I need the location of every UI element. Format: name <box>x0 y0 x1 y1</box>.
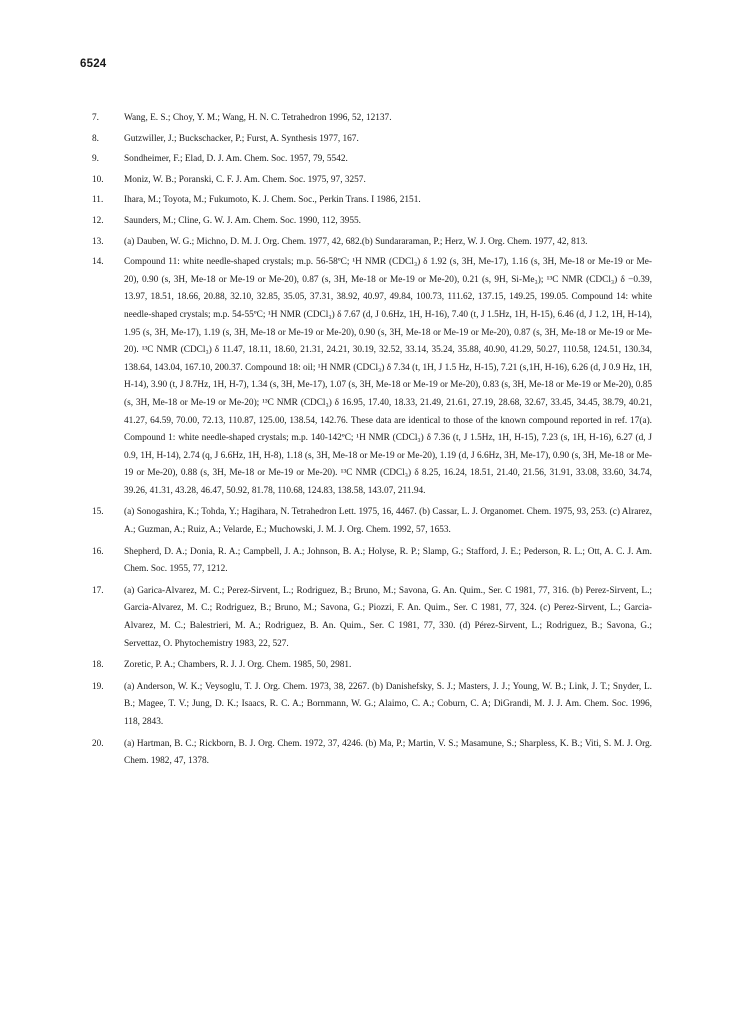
reference-text: Ihara, M.; Toyota, M.; Fukumoto, K. J. Chem. Soc., Perkin Trans. I 1986, 2151. <box>124 195 421 206</box>
reference-item <box>92 131 652 149</box>
reference-text: Zoretic, P. A.; Chambers, R. J. J. Org. Chem. 1985, 50, 2981. <box>124 660 352 671</box>
reference-item <box>92 213 652 231</box>
reference-list <box>92 110 652 771</box>
reference-number: 19. <box>92 681 104 692</box>
reference-number: 11. <box>92 195 104 206</box>
reference-number: 13. <box>92 236 104 247</box>
reference-item <box>92 151 652 169</box>
reference-text: Shepherd, D. A.; Donia, R. A.; Campbell, J. A.; Johnson, B. A.; Holyse, R. P.; Slamp, G.; Stafford, J. E.; Pederson, R. L.; Ott, A. C. J. Am. Chem. Soc. 1955, 77, 1212. <box>124 546 652 575</box>
reference-text: (a) Garica-Alvarez, M. C.; Perez-Sirvent, L.; Rodriguez, B.; Bruno, M.; Savona, G. An. Quim., Ser. C 1981, 77, 316. (b) Perez-Sirvent, L.; Garcia-Alvarez, M. C.; Rodriguez, B.; Bruno, M.; Savona, G.; Piozzi, F. An. Quim., Ser. C 1981, 77, 324. (c) Perez-Sirvent, L.; Garcia-Alvarez, M. C.; Balestrieri, M. A.; Rodriguez, B. An. Quim., Ser. C 1981, 77, 330. (d) Pérez-Sirvent, L.; Rodriguez, B.; Savona, G.; Servettaz, O. Phytochemistry 1983, 22, 527. <box>124 585 652 649</box>
reference-number: 16. <box>92 546 104 557</box>
reference-item <box>92 172 652 190</box>
reference-item <box>92 679 652 732</box>
reference-number: 9. <box>92 154 99 165</box>
reference-number: 14. <box>92 257 104 268</box>
reference-item <box>92 192 652 210</box>
reference-item <box>92 544 652 579</box>
reference-text: Moniz, W. B.; Poranski, C. F. J. Am. Chem. Soc. 1975, 97, 3257. <box>124 174 366 185</box>
reference-text: Saunders, M.; Cline, G. W. J. Am. Chem. Soc. 1990, 112, 3955. <box>124 215 361 226</box>
reference-number: 12. <box>92 215 104 226</box>
reference-item <box>92 736 652 771</box>
reference-text: Compound 11: white needle-shaped crystals; m.p. 56-58ºC; ¹H NMR (CDCl₃) δ 1.92 (s, 3H, Me-17), 1.16 (s, 3H, Me-18 or Me-19 or Me-20), 0.90 (s, 3H, Me-18 or Me-19 or Me-20), 0.87 (s, 3H, Me-18 or Me-19 or Me-20), 0.21 (s, 9H, Si-Me₃); ¹³C NMR (CDCl₃) δ −0.39, 13.97, 18.51, 18.66, 20.88, 32.10, 32.85, 35.05, 37.31, 38.92, 40.97, 49.84, 100.73, 111.62, 137.15, 149.25, 199.05. Compound 14: white needle-shaped crystals; m.p. 54-55ºC; ¹H NMR (CDCl₃) δ 7.67 (d, J 0.6Hz, 1H, H-16), 7.40 (t, J 1.5Hz, 1H, H-15), 6.46 (d, J 1.2, 1H, H-14), 1.95 (s, 3H, Me-17), 1.19 (s, 3H, Me-18 or Me-19 or Me-20), 0.90 (s, 3H, Me-18 or Me-19 or Me-20), 0.87 (s, 3H, Me-18 or Me-19 or Me-20). ¹³C NMR (CDCl₃) δ 11.47, 18.11, 18.60, 21.31, 24.21, 30.19, 32.52, 33.14, 35.24, 35.88, 40.90, 41.29, 50.27, 110.58, 124.51, 130.34, 138.64, 143.04, 167.10, 200.37. Compound 18: oil; ¹H NMR (CDCl₃) δ 7.34 (t, 1H, J 1.5 Hz, H-15), 7.21 (s,1H, H-16), 6.26 (d, J 0.9 Hz, 1H, H-14), 3.90 (t, J 8.7Hz, 1H, H-7), 1.34 (s, 3H, Me-17), 1.07 (s, 3H, Me-18 or Me-19 or Me-20), 0.83 (s, 3H, Me-18 or Me-19 or Me-20), 0.85 (s, 3H, Me-18 or Me-19 or Me-20); ¹³C NMR (CDCl₃) δ 16.95, 17.40, 18.33, 21.49, 21.61, 27.19, 28.68, 32.67, 33.45, 34.45, 38.79, 40.21, 41.27, 64.59, 70.00, 72.13, 110.87, 125.00, 138.54, 142.76. These data are identical to those of the known compound reported in ref. 17(a). Compound 1: white needle-shaped crystals; m.p. 140-142ºC; ¹H NMR (CDCl₃) δ 7.36 (t, J 1.5Hz, 1H, H-15), 7.23 (s, 1H, H-16), 6.27 (d, J 0.9, 1H, H-14), 2.74 (q, J 6.6Hz, 1H, H-8), 1.18 (s, 3H, Me-18 or Me-19 or Me-20), 1.19 (d, J 6.6Hz, 3H, Me-17), 0.90 (s, 3H, Me-18 or Me-19 or Me-20), 0.88 (s, 3H, Me-18 or Me-19 or Me-20). ¹³C NMR (CDCl₃) δ 8.25, 16.24, 18.51, 21.40, 21.56, 31.91, 33.08, 33.60, 34.74, 39.26, 41.31, 43.28, 46.47, 50.92, 81.78, 110.68, 124.83, 138.58, 143.07, 211.94. <box>124 257 652 496</box>
reference-number: 17. <box>92 585 104 596</box>
reference-text: Wang, E. S.; Choy, Y. M.; Wang, H. N. C. Tetrahedron 1996, 52, 12137. <box>124 113 392 123</box>
reference-number: 10. <box>92 174 104 185</box>
reference-item <box>92 254 652 500</box>
reference-text: (a) Anderson, W. K.; Veysoglu, T. J. Org. Chem. 1973, 38, 2267. (b) Danishefsky, S. J.; Masters, J. J.; Young, W. B.; Link, J. T.; Snyder, L. B.; Magee, T. V.; Jung, D. K.; Isaacs, R. C. A.; Bornmann, W. G.; Alaimo, C. A.; Coburn, C. A; DiGrandi, M. J. J. Am. Chem. Soc. 1996, 118, 2843. <box>124 681 652 727</box>
reference-item <box>92 234 652 252</box>
page-number: 6524 <box>80 58 107 70</box>
reference-number: 20. <box>92 738 104 749</box>
reference-text: (a) Sonogashira, K.; Tohda, Y.; Hagihara, N. Tetrahedron Lett. 1975, 16, 4467. (b) Cassar, L. J. Organomet. Chem. 1975, 93, 253. (c) Alrarez, A.; Guzman, A.; Ruiz, A.; Velarde, E.; Muchowski, J. M. J. Org. Chem. 1992, 57, 1653. <box>124 507 652 536</box>
reference-item <box>92 504 652 539</box>
reference-number: 7. <box>92 113 99 123</box>
reference-text: (a) Dauben, W. G.; Michno, D. M. J. Org. Chem. 1977, 42, 682.(b) Sundararaman, P.; Herz, W. J. Org. Chem. 1977, 42, 813. <box>124 236 588 247</box>
reference-item <box>92 110 652 128</box>
reference-text: (a) Hartman, B. C.; Rickborn, B. J. Org. Chem. 1972, 37, 4246. (b) Ma, P.; Martin, V. S.; Masamune, S.; Sharpless, K. B.; Viti, S. M. J. Org. Chem. 1982, 47, 1378. <box>124 738 652 767</box>
reference-number: 18. <box>92 660 104 671</box>
reference-text: Sondheimer, F.; Elad, D. J. Am. Chem. Soc. 1957, 79, 5542. <box>124 154 348 165</box>
reference-text: Gutzwiller, J.; Buckschacker, P.; Furst, A. Synthesis 1977, 167. <box>124 133 359 144</box>
reference-item <box>92 583 652 653</box>
reference-item <box>92 657 652 675</box>
reference-number: 15. <box>92 507 104 518</box>
reference-number: 8. <box>92 133 99 144</box>
